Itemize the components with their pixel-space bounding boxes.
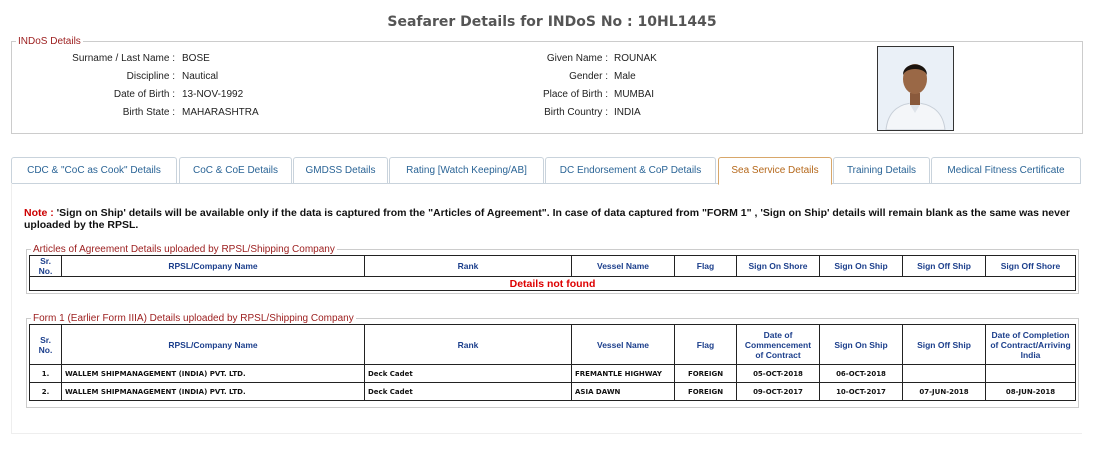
tab-rating-watch-keeping[interactable]: Rating [Watch Keeping/AB] [389, 157, 544, 183]
person-photo-icon [878, 47, 953, 130]
discipline-value: Nautical [182, 71, 219, 82]
tab-cdc-coc-cook[interactable]: CDC & "CoC as Cook" Details [11, 157, 177, 183]
col-sign-off-ship: Sign Off Ship [903, 256, 986, 277]
articles-section [26, 244, 1079, 294]
seafarer-photo [877, 46, 954, 131]
gender-value: Male [614, 71, 636, 82]
cell-rank: Deck Cadet [365, 365, 572, 383]
col-sign-on-ship: Sign On Ship [820, 325, 903, 365]
col-flag: Flag [675, 325, 737, 365]
cell-sign-off-ship: 07-JUN-2018 [903, 383, 986, 401]
cell-company: WALLEM SHIPMANAGEMENT (INDIA) PVT. LTD. [62, 365, 365, 383]
tab-dc-endorsement-cop[interactable]: DC Endorsement & CoP Details [545, 157, 716, 183]
cell-completion [986, 365, 1076, 383]
articles-legend: Articles of Agreement Details uploaded by RPSL/Shipping Company [33, 244, 335, 255]
detail-tabs [11, 157, 1081, 184]
cell-commencement: 09-OCT-2017 [737, 383, 820, 401]
place-of-birth-value: MUMBAI [614, 89, 654, 100]
dob-label: Date of Birth : [113, 89, 175, 100]
tab-coc-coe[interactable]: CoC & CoE Details [179, 157, 292, 183]
birth-state-value: MAHARASHTRA [182, 107, 259, 118]
col-sign-off-shore: Sign Off Shore [986, 256, 1076, 277]
cell-sign-off-ship [903, 365, 986, 383]
cell-sr-no: 1. [30, 365, 62, 383]
cell-vessel: ASIA DAWN [572, 383, 675, 401]
col-completion: Date of Completion of Contract/Arriving India [986, 325, 1076, 365]
cell-flag: FOREIGN [675, 365, 737, 383]
col-commencement: Date of Commencement of Contract [737, 325, 820, 365]
form1-table [29, 324, 1076, 401]
birth-country-label: Birth Country : [544, 107, 608, 118]
cell-vessel: FREMANTLE HIGHWAY [572, 365, 675, 383]
col-vessel: Vessel Name [572, 325, 675, 365]
col-vessel: Vessel Name [572, 256, 675, 277]
cell-flag: FOREIGN [675, 383, 737, 401]
table-header-row [30, 256, 1076, 277]
cell-sr-no: 2. [30, 383, 62, 401]
place-of-birth-label: Place of Birth : [542, 89, 608, 100]
details-not-found: Details not found [30, 277, 1076, 291]
gender-label: Gender : [569, 71, 608, 82]
col-company: RPSL/Company Name [62, 325, 365, 365]
form1-legend: Form 1 (Earlier Form IIIA) Details uploaded by RPSL/Shipping Company [33, 313, 354, 324]
page-title: Seafarer Details for INDoS No : 10HL1445 [387, 14, 717, 30]
table-header-row [30, 325, 1076, 365]
col-sign-on-ship: Sign On Ship [820, 256, 903, 277]
col-sign-off-ship: Sign Off Ship [903, 325, 986, 365]
cell-completion: 08-JUN-2018 [986, 383, 1076, 401]
col-rank: Rank [365, 325, 572, 365]
birth-country-value: INDIA [614, 107, 641, 118]
table-row [30, 383, 1076, 401]
table-row [30, 365, 1076, 383]
note-text: 'Sign on Ship' details will be available only if the data is captured from the "Articles of Agreement". In case of data captured from "FORM 1" , 'Sign on Ship' details will remain blank as the same was never uploaded by the RPSL. [24, 207, 1070, 231]
articles-table [29, 255, 1076, 291]
birth-state-label: Birth State : [122, 107, 175, 118]
col-sign-on-shore: Sign On Shore [737, 256, 820, 277]
cell-rank: Deck Cadet [365, 383, 572, 401]
sign-on-note [24, 207, 1084, 231]
discipline-label: Discipline : [126, 71, 175, 82]
col-company: RPSL/Company Name [62, 256, 365, 277]
surname-value: BOSE [182, 53, 210, 64]
tab-medical-fitness[interactable]: Medical Fitness Certificate [931, 157, 1081, 183]
indos-legend: INDoS Details [18, 36, 81, 47]
col-rank: Rank [365, 256, 572, 277]
cell-sign-on-ship: 06-OCT-2018 [820, 365, 903, 383]
col-sr-no: Sr. No. [30, 325, 62, 365]
col-flag: Flag [675, 256, 737, 277]
cell-company: WALLEM SHIPMANAGEMENT (INDIA) PVT. LTD. [62, 383, 365, 401]
note-prefix: Note : [24, 207, 54, 219]
form1-section [26, 313, 1079, 408]
col-sr-no: Sr. No. [30, 256, 62, 277]
given-name-label: Given Name : [546, 53, 608, 64]
cell-commencement: 05-OCT-2018 [737, 365, 820, 383]
tab-training[interactable]: Training Details [833, 157, 930, 183]
given-name-value: ROUNAK [614, 53, 657, 64]
tab-sea-service[interactable]: Sea Service Details [718, 157, 832, 185]
cell-sign-on-ship: 10-OCT-2017 [820, 383, 903, 401]
table-row [30, 277, 1076, 291]
dob-value: 13-NOV-1992 [182, 89, 244, 100]
surname-label: Surname / Last Name : [72, 53, 175, 64]
tab-gmdss[interactable]: GMDSS Details [293, 157, 388, 183]
